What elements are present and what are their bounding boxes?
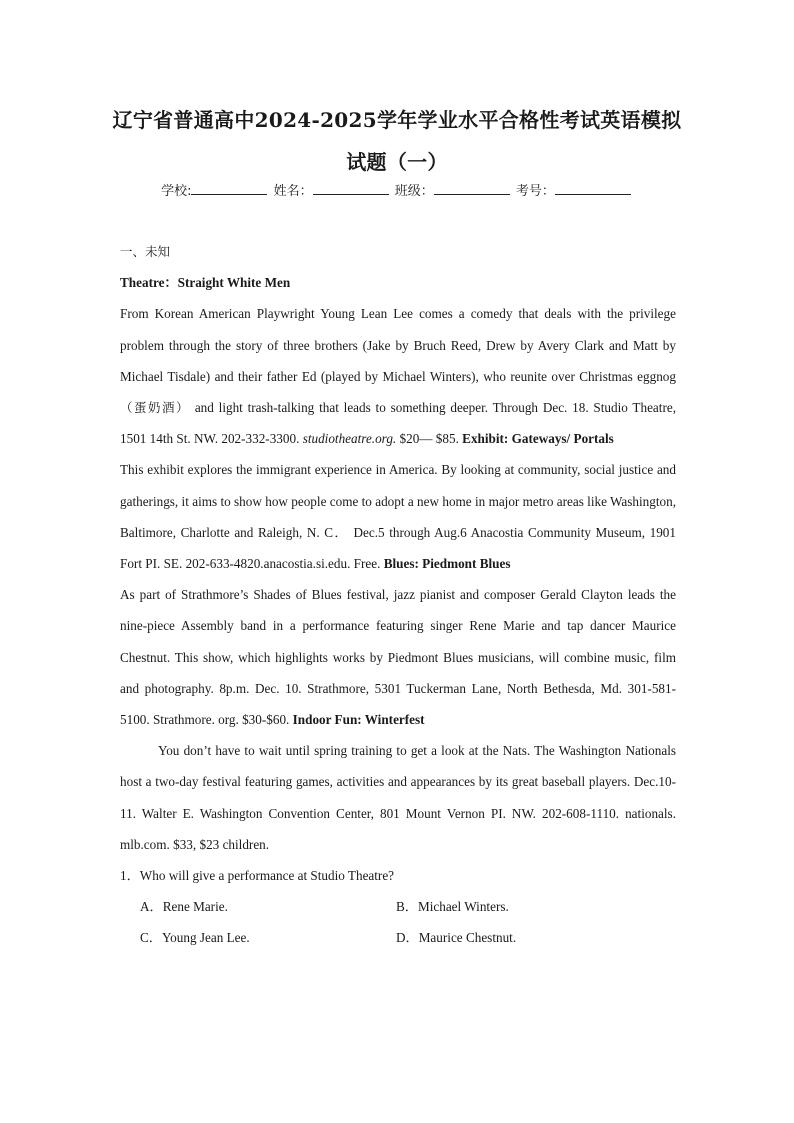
name-blank[interactable] bbox=[313, 182, 389, 195]
exam-content bbox=[120, 236, 676, 954]
passage-paragraph-exhibit bbox=[120, 454, 676, 579]
exam-title-line-1: 辽宁省普通高中2024-2025学年学业水平合格性考试英语模拟 bbox=[112, 108, 682, 132]
section-heading: 一、未知 bbox=[120, 244, 171, 259]
eggnog-gloss: （蛋奶酒） bbox=[120, 400, 191, 416]
question-1-option-d[interactable]: D．Maurice Chestnut. bbox=[396, 930, 517, 946]
blues-text: As part of Strathmore’s Shades of Blues festival, jazz pianist and composer Gerald Clayton leads the nine-piece Assembly band in a performance featuring singer Rene Marie and tap dancer Maurice Chestnut. This show, which highlights works by Piedmont Blues musicians, will combine music, film and photography. 8p.m. Dec. 10. Strathmore, 5301 Tuckerman Lane, North Bethesda, Md. 301-581-5100. Strathmore. org. $30-$60. bbox=[120, 587, 676, 728]
theatre-text-cont: and light trash-talking that leads to something deeper. Through Dec. 18. Studio Theatre, 1501 14th St. NW. 202-332-3300. bbox=[120, 400, 676, 447]
passage-heading-blues: Blues: Piedmont Blues bbox=[383, 556, 511, 572]
exam-title-line-2: 试题（一） bbox=[346, 150, 448, 174]
question-1-options-row-2 bbox=[140, 922, 676, 953]
question-1-option-b[interactable]: B．Michael Winters. bbox=[396, 899, 509, 915]
passage-paragraph-theatre bbox=[120, 298, 676, 454]
exhibit-text: This exhibit explores the immigrant experience in America. By looking at community, social justice and gatherings, it aims to show how people come to adopt a new home in major metro areas like Washington, Baltimore, Charlotte and Raleigh, N. C． Dec.5 through Aug.6 Anacostia Community Museum, 1901 Fort PI. SE. 202-633-4820.anacostia.si.edu. Free. bbox=[120, 462, 676, 572]
class-blank[interactable] bbox=[434, 182, 510, 195]
theatre-price: $20— $85. bbox=[396, 431, 463, 447]
school-blank[interactable] bbox=[191, 182, 267, 195]
passage-heading-winterfest: Indoor Fun: Winterfest bbox=[292, 712, 425, 728]
exam-number-blank[interactable] bbox=[555, 182, 631, 195]
question-1-options-row-1 bbox=[140, 891, 676, 922]
name-label: 姓名： bbox=[273, 184, 313, 199]
passage-heading-theatre: Theatre：Straight White Men bbox=[120, 275, 291, 291]
school-label: 学校: bbox=[161, 184, 192, 199]
theatre-website: studiotheatre.org. bbox=[302, 431, 397, 447]
theatre-text: From Korean American Playwright Young Lean Lee comes a comedy that deals with the privilege problem through the story of three brothers (Jake by Bruch Reed, Drew by Avery Clark and Matt by Michael Tisdale) and their father Ed (played by Michael Winters), who reunite over Christmas eggnog bbox=[120, 306, 676, 384]
exam-number-label: 考号： bbox=[515, 184, 555, 199]
student-info-row bbox=[0, 180, 794, 199]
passage-paragraph-winterfest: You don’t have to wait until spring training to get a look at the Nats. The Washington Nationals host a two-day festival featuring games, activities and appearances by its great baseball players. Dec.10-11. Walter E. Washington Convention Center, 801 Mount Vernon PI. NW. 202-608-1110. nationals. mlb.com. $33, $23 children. bbox=[120, 743, 676, 852]
question-1-stem: 1．Who will give a performance at Studio Theatre? bbox=[120, 868, 395, 884]
passage-heading-exhibit: Exhibit: Gateways/ Portals bbox=[462, 431, 614, 447]
passage-paragraph-blues bbox=[120, 579, 676, 735]
class-label: 班级： bbox=[394, 184, 434, 199]
question-1-option-a[interactable]: A．Rene Marie. bbox=[140, 899, 228, 915]
question-1-option-c[interactable]: C．Young Jean Lee. bbox=[140, 930, 250, 946]
